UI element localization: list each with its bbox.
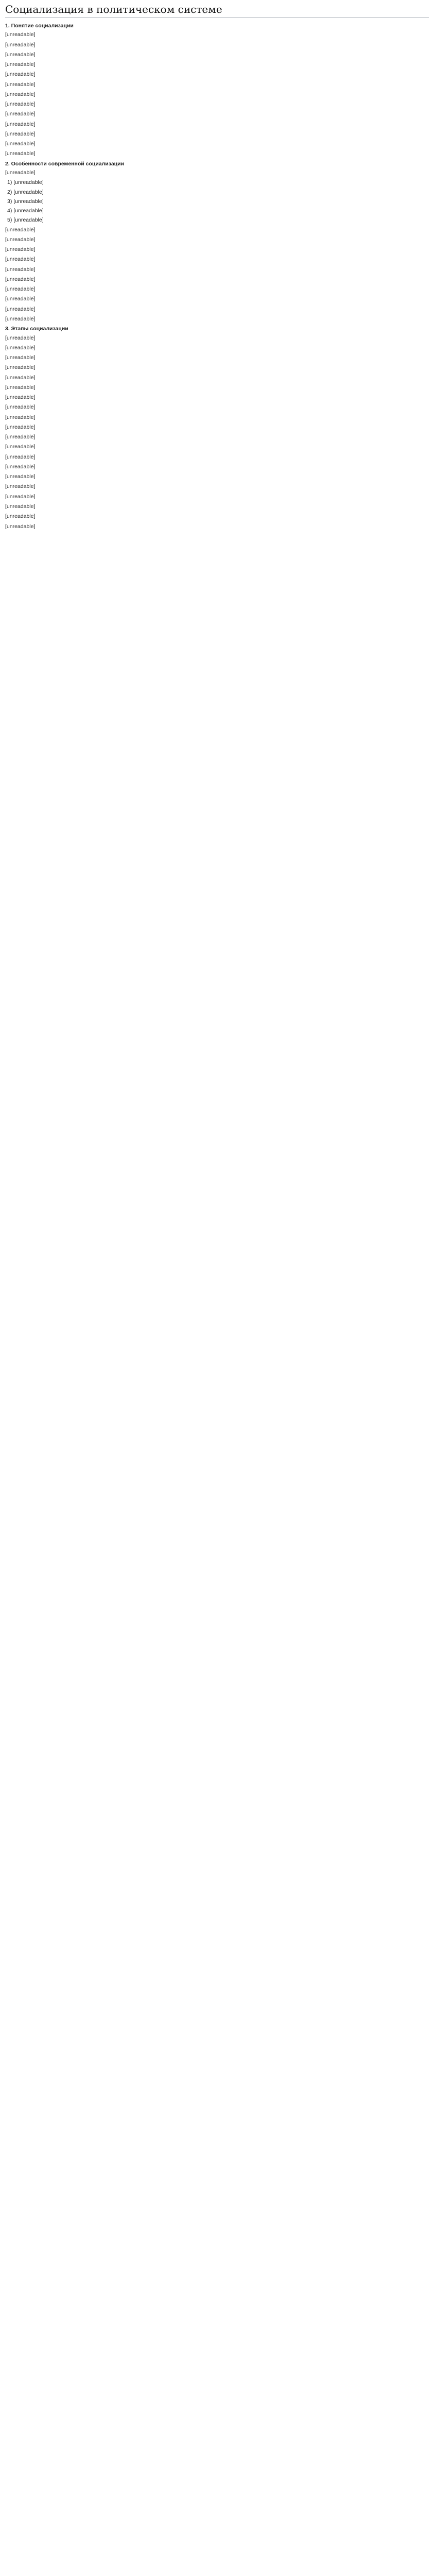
section-heading: 3. Этапы социализации: [5, 326, 68, 332]
article-title: Социализация в политическом системе: [5, 3, 429, 18]
paragraph: [unreadable]: [5, 256, 36, 263]
paragraph: [unreadable]: [5, 503, 36, 510]
paragraph: [unreadable]: [5, 91, 36, 97]
paragraph: [unreadable]: [5, 434, 36, 440]
paragraph: [unreadable]: [5, 414, 36, 420]
paragraph: [unreadable]: [5, 61, 36, 68]
paragraph: [unreadable]: [5, 473, 36, 480]
list-item: 4) [unreadable]: [7, 208, 44, 214]
paragraph: [unreadable]: [5, 483, 36, 490]
paragraph: [unreadable]: [5, 101, 36, 108]
paragraph: [unreadable]: [5, 51, 36, 58]
paragraph: [unreadable]: [5, 315, 36, 322]
paragraph: [unreadable]: [5, 169, 36, 176]
paragraph: [unreadable]: [5, 246, 36, 253]
section-heading: 1. Понятие социализации: [5, 23, 74, 29]
paragraph: [unreadable]: [5, 81, 36, 88]
paragraph: [unreadable]: [5, 71, 36, 78]
paragraph: [unreadable]: [5, 513, 36, 520]
section-heading: 2. Особенности современной социализации: [5, 160, 125, 167]
paragraph: [unreadable]: [5, 364, 36, 371]
paragraph: [unreadable]: [5, 130, 36, 137]
paragraph: [unreadable]: [5, 226, 36, 233]
paragraph: [unreadable]: [5, 266, 36, 273]
paragraph: [unreadable]: [5, 423, 36, 430]
paragraph: [unreadable]: [5, 296, 36, 302]
paragraph: [unreadable]: [5, 394, 36, 401]
paragraph: [unreadable]: [5, 141, 36, 147]
paragraph: [unreadable]: [5, 404, 36, 411]
paragraph: [unreadable]: [5, 354, 36, 361]
paragraph: [unreadable]: [5, 41, 36, 48]
paragraph: [unreadable]: [5, 150, 36, 157]
paragraph: [unreadable]: [5, 31, 36, 38]
paragraph: [unreadable]: [5, 523, 36, 530]
paragraph: [unreadable]: [5, 306, 36, 312]
paragraph: [unreadable]: [5, 374, 36, 381]
paragraph: [unreadable]: [5, 463, 36, 470]
paragraph: [unreadable]: [5, 334, 36, 341]
paragraph: [unreadable]: [5, 344, 36, 351]
paragraph: [unreadable]: [5, 444, 36, 450]
paragraph: [unreadable]: [5, 286, 36, 293]
article-content: [5, 22, 429, 530]
paragraph: [unreadable]: [5, 493, 36, 500]
paragraph: [unreadable]: [5, 276, 36, 282]
list-item: 2) [unreadable]: [7, 189, 44, 195]
paragraph: [unreadable]: [5, 236, 36, 243]
list-item: 1) [unreadable]: [7, 179, 44, 186]
list-item: 3) [unreadable]: [7, 198, 44, 205]
paragraph: [unreadable]: [5, 453, 36, 460]
paragraph: [unreadable]: [5, 111, 36, 117]
paragraph: [unreadable]: [5, 384, 36, 391]
paragraph: [unreadable]: [5, 121, 36, 127]
list-item: 5) [unreadable]: [7, 217, 44, 224]
